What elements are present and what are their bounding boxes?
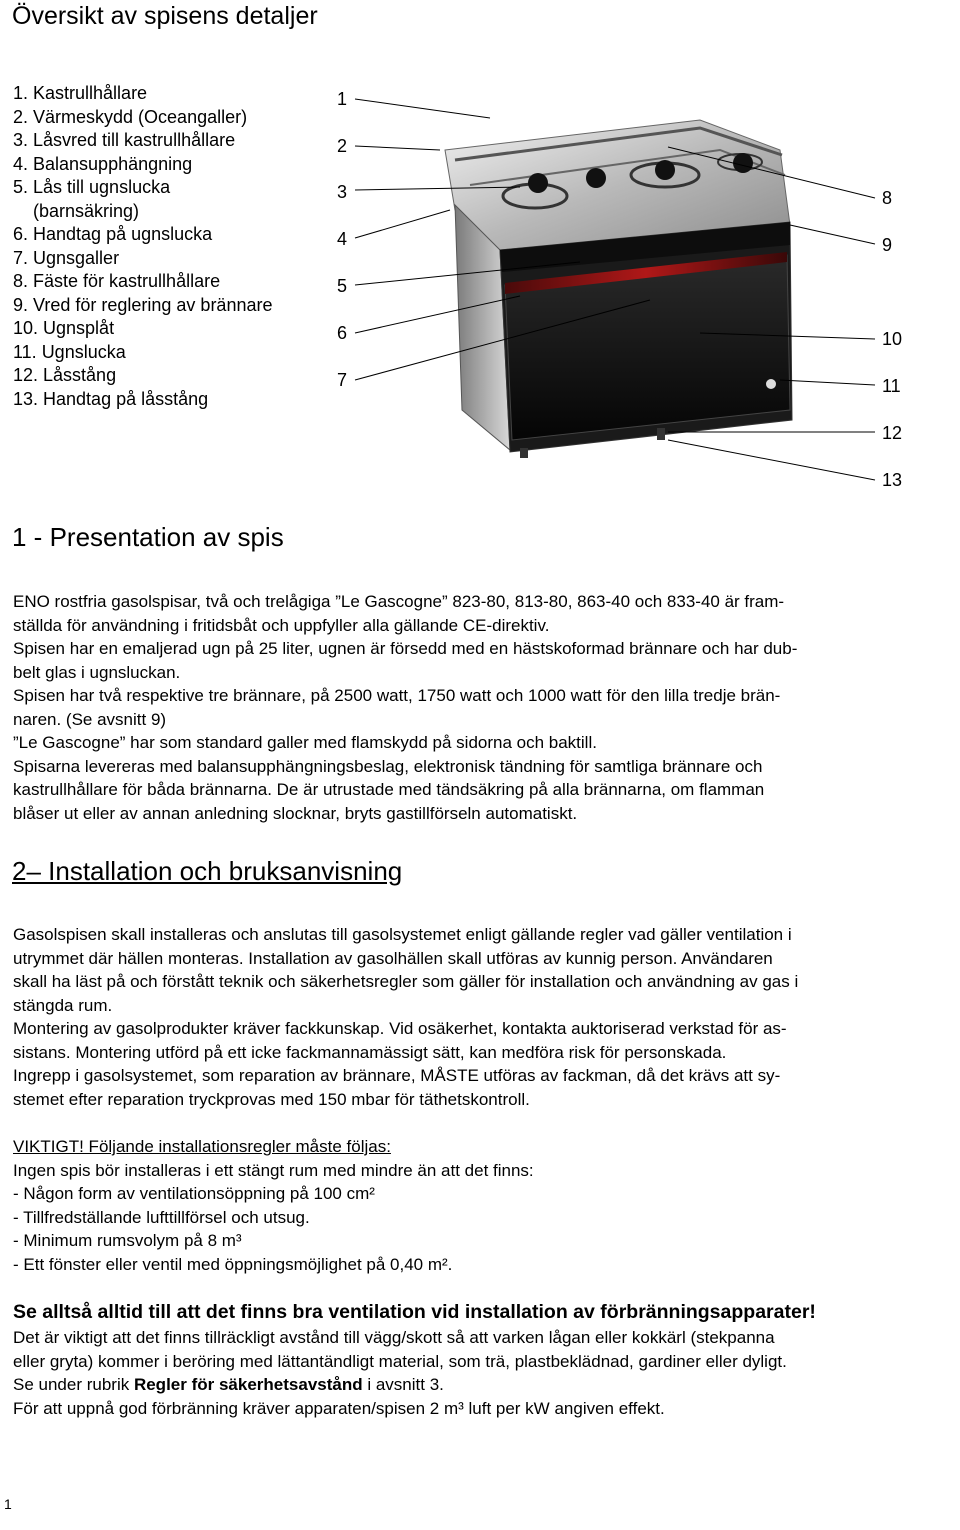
text-line: - Minimum rumsvolym på 8 m³	[13, 1231, 242, 1250]
reference-suffix: i avsnitt 3.	[362, 1375, 444, 1394]
text-line: belt glas i ugnsluckan.	[13, 662, 181, 682]
text-line: eller gryta) kommer i beröring med lättantändligt material, som trä, plastbeklädnad, gardiner eller dyligt.	[13, 1351, 787, 1371]
parts-list-item: 2. Värmeskydd (Oceangaller)	[13, 106, 248, 127]
text-line: skall ha läst på och förstått teknik och säkerhetsregler som gäller för installation och användning av gas i	[13, 972, 799, 991]
leader-line	[780, 380, 875, 385]
reference-title: Regler för säkerhetsavstånd	[133, 1375, 363, 1394]
callout-number: 7	[337, 370, 348, 390]
text-line: Ingen spis bör installeras i ett stängt rum med mindre än att det finns:	[13, 1160, 534, 1180]
section-1-body	[13, 590, 948, 825]
text-line: För att uppnå god förbränning kräver apparaten/spisen 2 m³ luft per kW angiven effekt.	[13, 1398, 665, 1418]
parts-list-item: 8. Fäste för kastrullhållare	[13, 271, 221, 291]
callout-number: 11	[882, 376, 901, 396]
text-line: utrymmet där hällen monteras. Installation av gasolhällen skall utföras av kunnig person. Användaren	[13, 948, 773, 968]
callout-number: 13	[882, 470, 903, 490]
text-line: Gasolspisen skall installeras och anslutas till gasolsystemet enligt gällande regler vad gäller ventilation i	[13, 925, 792, 944]
leader-line	[355, 99, 490, 118]
section-2-body	[13, 923, 948, 1111]
callout-number: 1	[337, 89, 348, 109]
parts-list-item: 13. Handtag på låsstång	[13, 388, 209, 409]
leader-line	[668, 440, 875, 480]
text-line: kastrullhållare för båda brännarna. De är utrustade med tändsäkring på alla brännarna, om flamman	[13, 780, 765, 799]
callout-number: 4	[337, 229, 348, 249]
parts-list-item: 10. Ugnsplåt	[13, 318, 115, 338]
leader-line	[790, 225, 875, 244]
callout-number: 6	[337, 323, 348, 343]
parts-list-item: 4. Balansupphängning	[13, 153, 193, 174]
text-line: stängda rum.	[13, 995, 113, 1015]
section-2-heading: 2– Installation och bruksanvisning	[12, 856, 403, 886]
stove-illustration	[0, 0, 960, 520]
ventilation-warning: Se alltså alltid till att det finns bra ventilation vid installation av förbränningsapparater!	[13, 1301, 816, 1323]
text-line: sistans. Montering utförd på ett icke fackmannamässigt sätt, kan medföra risk för personskada.	[13, 1042, 727, 1062]
section-1-heading: 1 - Presentation av spis	[12, 522, 284, 552]
parts-list-item: 5. Lås till ugnslucka	[13, 177, 171, 197]
text-line: - Ett fönster eller ventil med öppningsmöjlighet på 0,40 m².	[13, 1254, 453, 1274]
text-line: ENO rostfria gasolspisar, två och trelågiga ”Le Gascogne” 823-80, 813-80, 863-40 och 833-40 är fram-	[13, 592, 785, 611]
important-heading: VIKTIGT! Följande installationsregler måste följas:	[13, 1137, 391, 1156]
leader-line	[355, 210, 450, 238]
text-line: Spisen har två respektive tre brännare, på 2500 watt, 1750 watt och 1000 watt för den lilla tredje brän-	[13, 686, 781, 705]
knob-icon	[586, 168, 606, 188]
parts-list-item: (barnsäkring)	[33, 200, 140, 221]
stove-foot	[520, 448, 528, 458]
callout-number: 9	[882, 235, 893, 255]
callout-number: 2	[337, 136, 348, 156]
knob-icon	[528, 173, 548, 193]
important-block	[13, 1135, 948, 1276]
reference-prefix: Se under rubrik	[13, 1375, 134, 1394]
knob-icon	[733, 153, 753, 173]
callout-number: 12	[882, 423, 903, 443]
text-line: - Någon form av ventilationsöppning på 100 cm²	[13, 1184, 375, 1203]
lock-icon	[766, 379, 776, 389]
parts-list-item: 1. Kastrullhållare	[13, 83, 148, 103]
text-line: stemet efter reparation tryckprovas med 150 mbar för täthetskontroll.	[13, 1089, 530, 1109]
reference-line	[13, 1373, 948, 1397]
callout-number: 8	[882, 188, 893, 208]
knob-icon	[655, 160, 675, 180]
text-line: - Tillfredställande lufttillförsel och utsug.	[13, 1207, 310, 1227]
leader-line	[355, 146, 440, 150]
parts-list-item: 3. Låsvred till kastrullhållare	[13, 130, 236, 150]
callout-number: 5	[337, 276, 348, 296]
text-line: Ingrepp i gasolsystemet, som reparation av brännare, MÅSTE utföras av fackman, då det krävs att sy-	[13, 1066, 781, 1085]
parts-list-item: 6. Handtag på ugnslucka	[13, 224, 213, 244]
parts-list-item: 11. Ugnslucka	[13, 341, 126, 362]
page-title: Översikt av spisens detaljer	[12, 2, 318, 30]
text-line: blåser ut eller av annan anledning slocknar, bryts gastillförseln automatiskt.	[13, 803, 578, 823]
stove-foot	[657, 428, 665, 440]
callout-number: 3	[337, 182, 348, 202]
page-number: 1	[4, 1496, 12, 1512]
text-line: ställda för användning i fritidsbåt och uppfyller alla gällande CE-direktiv.	[13, 615, 550, 635]
parts-list-item: 9. Vred för reglering av brännare	[13, 294, 273, 315]
text-line: Det är viktigt att det finns tillräckligt avstånd till vägg/skott så att varken lågan eller kokkärl (stekpanna	[13, 1328, 775, 1347]
text-line: naren. (Se avsnitt 9)	[13, 709, 167, 729]
text-line: Montering av gasolprodukter kräver fackkunskap. Vid osäkerhet, kontakta auktoriserad verkstad för as-	[13, 1019, 787, 1038]
text-line: Spisen har en emaljerad ugn på 25 liter, ugnen är försedd med en hästskoformad brännare och har dub-	[13, 639, 798, 658]
text-line: Spisarna levereras med balansupphängningsbeslag, elektronisk tändning för samtliga brännare och	[13, 756, 763, 776]
parts-list-item: 12. Låsstång	[13, 365, 117, 385]
callout-number: 10	[882, 329, 903, 349]
safety-distance-block	[13, 1326, 948, 1420]
text-line: ”Le Gascogne” har som standard galler med flamskydd på sidorna och baktill.	[13, 733, 597, 752]
parts-list-item: 7. Ugnsgaller	[13, 247, 120, 268]
